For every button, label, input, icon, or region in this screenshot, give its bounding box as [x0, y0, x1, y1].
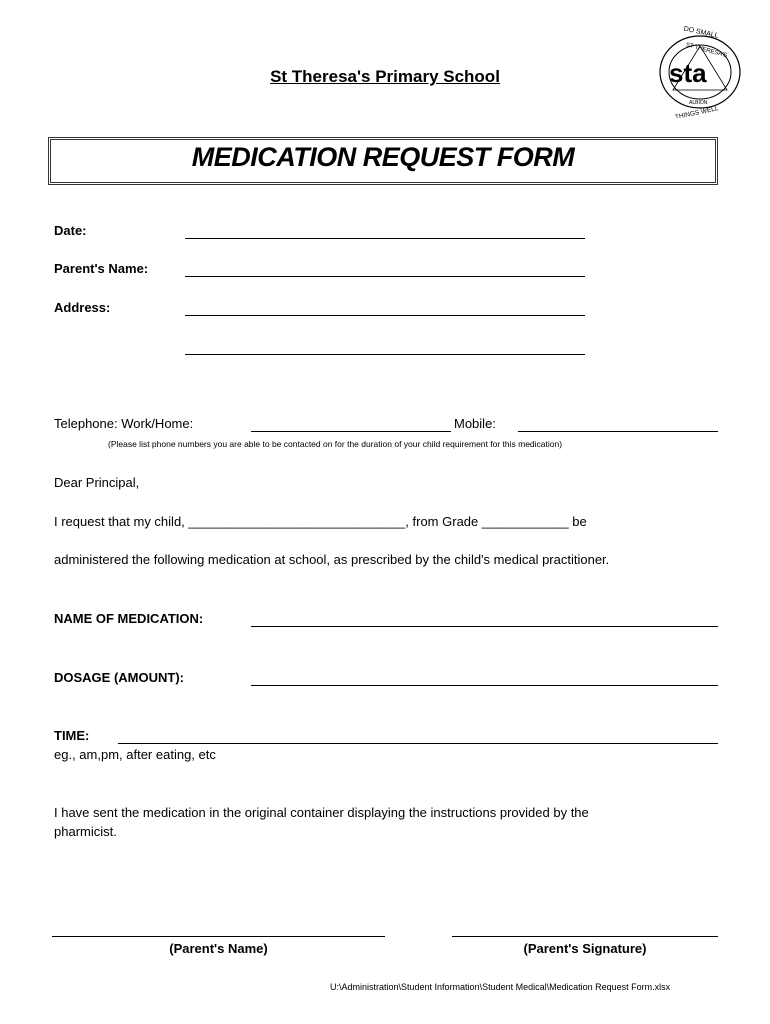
dosage-field[interactable]: [251, 685, 718, 686]
parent-signature-caption: (Parent's Signature): [523, 941, 647, 956]
mobile-label: Mobile:: [454, 416, 496, 431]
logo-monogram: sta: [669, 58, 707, 88]
container-line2: pharmicist.: [54, 824, 117, 839]
logo-top-text: DO SMALL: [682, 25, 720, 40]
request-line: I request that my child, ______________________________, from Grade ____________ be: [54, 514, 587, 529]
parent-name-field[interactable]: [185, 276, 585, 277]
logo-ring-text: ST THERESA'S: [684, 42, 728, 60]
dosage-label: DOSAGE (AMOUNT):: [54, 670, 184, 685]
school-logo: [655, 22, 745, 118]
form-title: MEDICATION REQUEST FORM: [191, 142, 575, 172]
address-field-line2[interactable]: [185, 354, 585, 355]
time-field[interactable]: [118, 743, 718, 744]
address-field-line1[interactable]: [185, 315, 585, 316]
parent-name-signature-line[interactable]: [52, 936, 385, 937]
parent-name-label: Parent's Name:: [54, 261, 149, 276]
telephone-label: Telephone: Work/Home:: [54, 416, 194, 431]
medication-field[interactable]: [251, 626, 718, 627]
address-label: Address:: [54, 300, 111, 315]
parent-signature-line[interactable]: [452, 936, 718, 937]
school-name: St Theresa's Primary School: [270, 67, 500, 86]
administer-line: administered the following medication at school, as prescribed by the child's medical practitioner.: [54, 552, 610, 567]
parent-name-caption: (Parent's Name): [169, 941, 268, 956]
phone-note: (Please list phone numbers you are able to be contacted on for the duration of your child requirement for this medication): [108, 439, 563, 449]
time-label: TIME:: [54, 728, 90, 743]
container-line1: I have sent the medication in the original container displaying the instructions provided by the: [54, 805, 589, 820]
footer-path: U:\Administration\Student Information\Student Medical\Medication Request Form.xlsx: [330, 982, 671, 992]
logo-bottom-text: THINGS WELL: [674, 105, 720, 118]
mobile-field[interactable]: [518, 431, 718, 432]
medication-label: NAME OF MEDICATION:: [54, 611, 204, 626]
salutation: Dear Principal,: [54, 475, 140, 490]
logo-bottom-small: ALBION: [689, 100, 708, 106]
time-example: eg., am,pm, after eating, etc: [54, 747, 216, 762]
date-label: Date:: [54, 223, 87, 238]
telephone-field[interactable]: [251, 431, 451, 432]
date-field[interactable]: [185, 238, 585, 239]
